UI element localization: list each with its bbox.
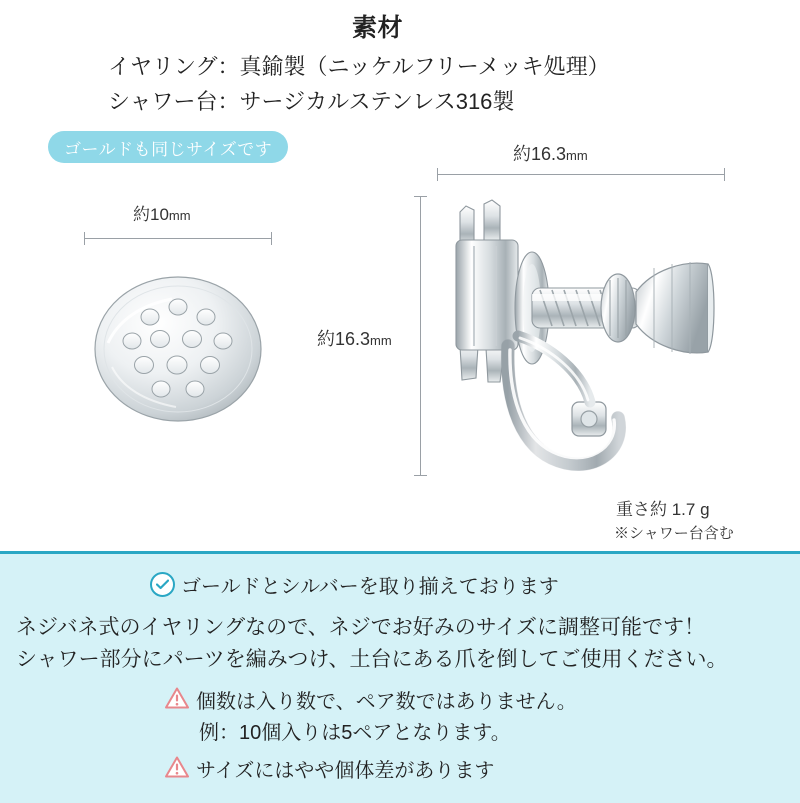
warning-triangle-icon xyxy=(165,756,189,778)
shower-disc-illustration xyxy=(92,261,264,433)
top-dimension-ruler xyxy=(437,168,725,181)
weight-note: ※シャワー台含む xyxy=(614,525,734,542)
check-icon xyxy=(150,572,175,597)
ruler-cap-left xyxy=(84,232,85,245)
panel-headline-text: ゴールドとシルバーを取り揃えております xyxy=(181,576,559,598)
weight-label: 重さ約 1.7 g xyxy=(616,500,710,519)
ruler-bar xyxy=(437,174,725,175)
panel-headline xyxy=(150,570,559,599)
left-dimension-ruler xyxy=(84,232,272,244)
warning-subtext-example: 例：10個入りは5ペアとなります。 xyxy=(199,722,511,744)
ruler-cap-right xyxy=(724,168,725,181)
ruler-bar xyxy=(420,196,421,476)
warning-row-quantity xyxy=(165,685,577,714)
ruler-cap-right xyxy=(271,232,272,245)
warning-text-quantity: 個数は入り数で、ペア数ではありません。 xyxy=(196,691,577,713)
gold-same-size-badge xyxy=(48,131,288,163)
warning-text-size: サイズにはやや個体差があります xyxy=(196,760,495,782)
side-dimension-label xyxy=(317,325,392,351)
warning-row-size xyxy=(165,754,494,783)
ruler-cap-bottom xyxy=(414,475,427,476)
top-dimension-value: 約16.3 xyxy=(513,144,567,164)
clip-on-earring-illustration xyxy=(440,196,730,486)
left-dimension-unit: mm xyxy=(168,208,191,223)
top-dimension-unit: mm xyxy=(566,148,588,163)
side-dimension-unit: mm xyxy=(370,333,392,348)
ruler-cap-top xyxy=(414,196,427,197)
warning-triangle-icon xyxy=(165,687,189,709)
side-dimension-ruler xyxy=(414,196,427,476)
side-dimension-value: 約16.3 xyxy=(317,329,371,349)
left-dimension-value: 約10 xyxy=(133,205,169,224)
panel-body-line-1: ネジバネ式のイヤリングなので、ネジでお好みのサイズに調整可能です！ xyxy=(16,616,706,639)
material-line-shower-base: シャワー台：サージカルステンレス316製 xyxy=(108,89,515,114)
panel-body-line-2: シャワー部分にパーツを編みつけ、土台にある爪を倒してご使用ください。 xyxy=(16,648,728,671)
ruler-cap-left xyxy=(437,168,438,181)
left-dimension-label xyxy=(133,200,191,225)
material-line-earring: イヤリング：真鍮製（ニッケルフリーメッキ処理） xyxy=(108,54,610,79)
info-panel xyxy=(0,551,800,803)
page-title: 素材 xyxy=(352,14,404,42)
header xyxy=(0,0,800,125)
gold-same-size-label: ゴールドも同じサイズです xyxy=(64,139,273,159)
ruler-bar xyxy=(84,238,272,239)
top-dimension-label xyxy=(513,140,588,166)
